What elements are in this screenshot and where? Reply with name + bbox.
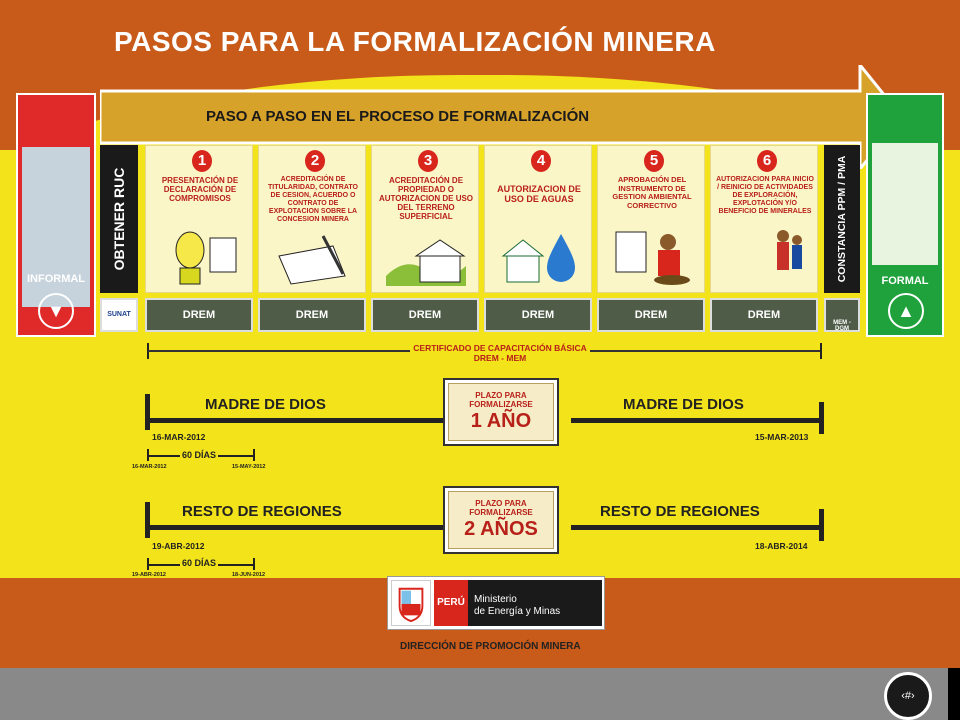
- plazo-value: 1 AÑO: [470, 410, 532, 432]
- plazo-text: FORMALIZARSE: [469, 508, 533, 517]
- drem-label: DREM: [484, 298, 592, 332]
- ministerio-line2: de Energía y Minas: [474, 606, 561, 617]
- drem-label: DREM: [258, 298, 366, 332]
- step-text: AUTORIZACION PARA INICIO / REINICIO DE ACTIVIDADES DE EXPLORACIÓN, EXPLOTACIÓN Y/O BENEFICIO DE MINERALES: [716, 176, 814, 215]
- resto-line-right: [571, 525, 824, 530]
- plazo-text: PLAZO PARA: [475, 499, 527, 508]
- resto-line-left: [145, 525, 443, 530]
- madre-plazo-box: [443, 378, 559, 446]
- step-text: APROBACIÓN DEL INSTRUMENTO DE GESTION AMBIENTAL CORRECTIVO: [612, 175, 692, 210]
- obtener-ruc-box: [100, 145, 138, 293]
- peru-label: PERÚ: [434, 580, 468, 626]
- sunat-logo: SUNAT: [100, 298, 138, 332]
- step-number: 5: [644, 150, 664, 172]
- formal-miner-image: [872, 143, 938, 265]
- resto-60-tick-right: [253, 558, 255, 570]
- resto-end-date: 18-ABR-2014: [755, 541, 808, 551]
- step-text: AUTORIZACION DE USO DE AGUAS: [497, 184, 581, 204]
- resto-small-start: 19-ABR-2012: [132, 572, 166, 578]
- formal-panel: [866, 93, 944, 337]
- thumbs-down-icon: ▼: [38, 293, 74, 329]
- resto-label-left: RESTO DE REGIONES: [182, 503, 342, 520]
- madre-line-right: [571, 418, 824, 423]
- obtener-ruc-label: OBTENER RUC: [111, 167, 127, 271]
- cert-tick-right: [820, 343, 822, 359]
- step-2: [258, 145, 366, 293]
- step-number: 4: [531, 150, 551, 172]
- contract-icon: [273, 226, 353, 286]
- miner-document-icon: [160, 226, 240, 286]
- informal-label: INFORMAL: [26, 273, 86, 285]
- certificate-label: CERTIFICADO DE CAPACITACIÓN BÁSICA DREM - MEM: [410, 343, 590, 363]
- madre-end-tick: [819, 402, 824, 434]
- resto-label-right: RESTO DE REGIONES: [600, 503, 760, 520]
- drem-label: DREM: [371, 298, 479, 332]
- formal-label: FORMAL: [881, 275, 929, 287]
- process-banner: PASO A PASO EN EL PROCESO DE FORMALIZACIÓN: [206, 108, 590, 125]
- step-number: 3: [418, 150, 438, 172]
- madre-60-dias: 60 DÍAS: [182, 450, 217, 460]
- resto-start-tick: [145, 502, 150, 538]
- step-6: [710, 145, 818, 293]
- step-number: 1: [192, 150, 212, 172]
- miners-icon: [725, 226, 805, 286]
- drem-label: DREM: [710, 298, 818, 332]
- igac-person-icon: [612, 226, 692, 286]
- ministerio-line1: Ministerio: [474, 594, 517, 605]
- resto-small-end: 18-JUN-2012: [232, 572, 266, 578]
- page-number-badge: ‹#›: [884, 672, 932, 720]
- plazo-value: 2 AÑOS: [464, 518, 538, 540]
- plazo-text: FORMALIZARSE: [469, 400, 533, 409]
- madre-small-end: 15-MAY-2012: [232, 464, 266, 470]
- footer-bar: [0, 668, 960, 720]
- madre-label-right: MADRE DE DIOS: [623, 396, 744, 413]
- madre-small-start: 16-MAR-2012: [132, 464, 167, 470]
- corner-strip: [948, 668, 960, 720]
- thumbs-up-icon: ▲: [888, 293, 924, 329]
- step-number: 2: [305, 150, 325, 172]
- madre-start-tick: [145, 394, 150, 430]
- resto-end-tick: [819, 509, 824, 541]
- resto-plazo-box: [443, 486, 559, 554]
- madre-60-tick-right: [253, 449, 255, 461]
- resto-start-date: 19-ABR-2012: [152, 541, 205, 551]
- water-drop-icon: [499, 226, 579, 286]
- step-number: 6: [757, 150, 777, 172]
- step-3: [371, 145, 479, 293]
- step-text: PRESENTACIÓN DE DECLARACIÓN DE COMPROMISOS: [161, 176, 239, 203]
- plazo-text: PLAZO PARA: [475, 391, 527, 400]
- step-1: [145, 145, 253, 293]
- constancia-label: CONSTANCIA PPM / PMA: [836, 155, 848, 283]
- peru-shield-icon: [391, 580, 431, 626]
- house-icon: [386, 226, 466, 286]
- page-title: PASOS PARA LA FORMALIZACIÓN MINERA: [114, 26, 716, 57]
- step-text: ACREDITACIÓN DE TITULARIDAD, CONTRATO DE CESION, ACUERDO O CONTRATO DE EXPLOTACION SOBRE LA CONCESION MINERA: [268, 176, 358, 223]
- ministerio-label: [468, 580, 602, 626]
- drem-label: DREM: [145, 298, 253, 332]
- madre-end-date: 15-MAR-2013: [755, 432, 809, 442]
- resto-60-dias: 60 DÍAS: [182, 558, 217, 568]
- direccion-label: DIRECCIÓN DE PROMOCIÓN MINERA: [400, 641, 581, 652]
- madre-start-date: 16-MAR-2012: [152, 432, 206, 442]
- step-4: [484, 145, 592, 293]
- drem-label: DREM: [597, 298, 705, 332]
- mem-dgm-logo: MEM - DGM: [824, 298, 860, 332]
- madre-label-left: MADRE DE DIOS: [205, 396, 326, 413]
- ministerio-logo: [387, 576, 605, 630]
- step-text: ACREDITACIÓN DE PROPIEDAD O AUTORIZACION DE USO DEL TERRENO SUPERFICIAL: [378, 176, 474, 221]
- step-5: [597, 145, 705, 293]
- madre-line-left: [145, 418, 443, 423]
- constancia-box: [824, 145, 860, 293]
- informal-panel: [16, 93, 96, 337]
